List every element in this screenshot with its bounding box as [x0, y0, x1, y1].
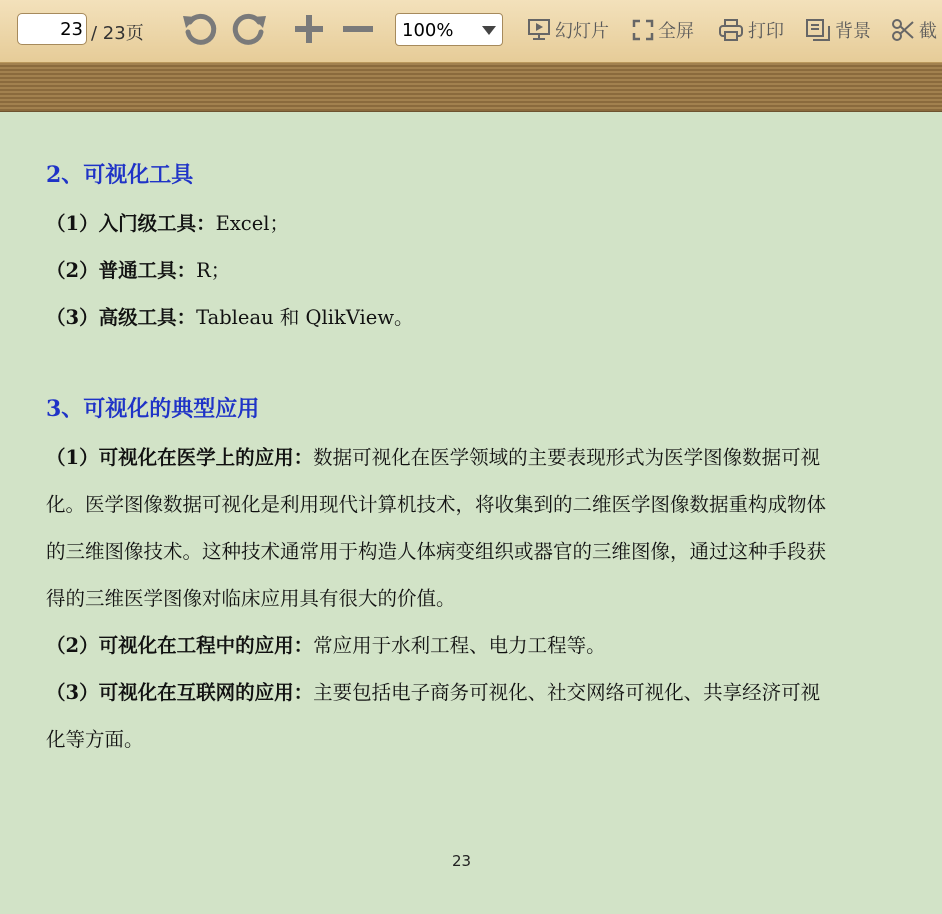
paragraph-line [46, 442, 820, 470]
rotate-right-icon[interactable] [231, 10, 269, 52]
fullscreen-icon [632, 19, 654, 41]
paragraph-label: （2）可视化在工程中的应用： [46, 634, 314, 657]
list-item [46, 302, 414, 330]
screenshot-label: 截 [919, 21, 937, 42]
item-label: （3）高级工具： [46, 306, 197, 329]
chevron-down-icon [482, 26, 496, 35]
zoom-select[interactable] [395, 13, 503, 46]
item-text: Excel； [215, 212, 290, 235]
background-button[interactable] [805, 16, 871, 44]
document-page [0, 112, 942, 914]
slideshow-icon [527, 18, 551, 42]
paragraph-line [46, 630, 606, 658]
page-number-input[interactable] [17, 13, 87, 45]
section-heading: 2、可视化工具 [46, 162, 194, 188]
toolbar-separator [0, 63, 942, 112]
paragraph-line [46, 677, 820, 705]
fullscreen-button[interactable] [632, 16, 694, 44]
page-total: / 23页 [91, 23, 144, 44]
paragraph-label: （1）可视化在医学上的应用： [46, 446, 314, 469]
paragraph-label: （3）可视化在互联网的应用： [46, 681, 314, 704]
fullscreen-label: 全屏 [658, 21, 694, 42]
background-label: 背景 [835, 21, 871, 42]
rotate-left-icon[interactable] [180, 10, 218, 52]
paragraph-line: 化。医学图像数据可视化是利用现代计算机技术，将收集到的二维医学图像数据重构成物体 [46, 493, 827, 516]
background-icon [805, 18, 831, 42]
zoom-in-icon[interactable] [291, 10, 327, 52]
zoom-value: 100% [402, 20, 454, 41]
paragraph-text: 数据可视化在医学领域的主要表现形式为医学图像数据可视 [313, 446, 821, 469]
item-label: （2）普通工具： [46, 259, 197, 282]
list-item [46, 255, 230, 283]
item-label: （1）入门级工具： [46, 212, 216, 235]
item-text: Tableau 和 QlikView。 [196, 306, 414, 329]
paragraph-line: 得的三维医学图像对临床应用具有很大的价值。 [46, 587, 456, 610]
print-label: 打印 [748, 21, 784, 42]
paragraph-text: 常应用于水利工程、电力工程等。 [313, 634, 606, 657]
screenshot-button[interactable] [891, 16, 937, 44]
paragraph-line: 化等方面。 [46, 728, 144, 751]
scissors-icon [891, 18, 915, 42]
paragraph-line: 的三维图像技术。这种技术通常用于构造人体病变组织或器官的三维图像，通过这种手段获 [46, 540, 827, 563]
toolbar [0, 0, 942, 63]
page-number: 23 [452, 852, 472, 870]
list-item [46, 208, 289, 236]
print-button[interactable] [718, 16, 784, 44]
section-heading: 3、可视化的典型应用 [46, 396, 260, 422]
paragraph-text: 主要包括电子商务可视化、社交网络可视化、共享经济可视 [313, 681, 821, 704]
item-text: R； [196, 259, 231, 282]
slideshow-label: 幻灯片 [555, 21, 609, 42]
printer-icon [718, 18, 744, 42]
zoom-out-icon[interactable] [340, 10, 376, 52]
slideshow-button[interactable] [527, 16, 609, 44]
